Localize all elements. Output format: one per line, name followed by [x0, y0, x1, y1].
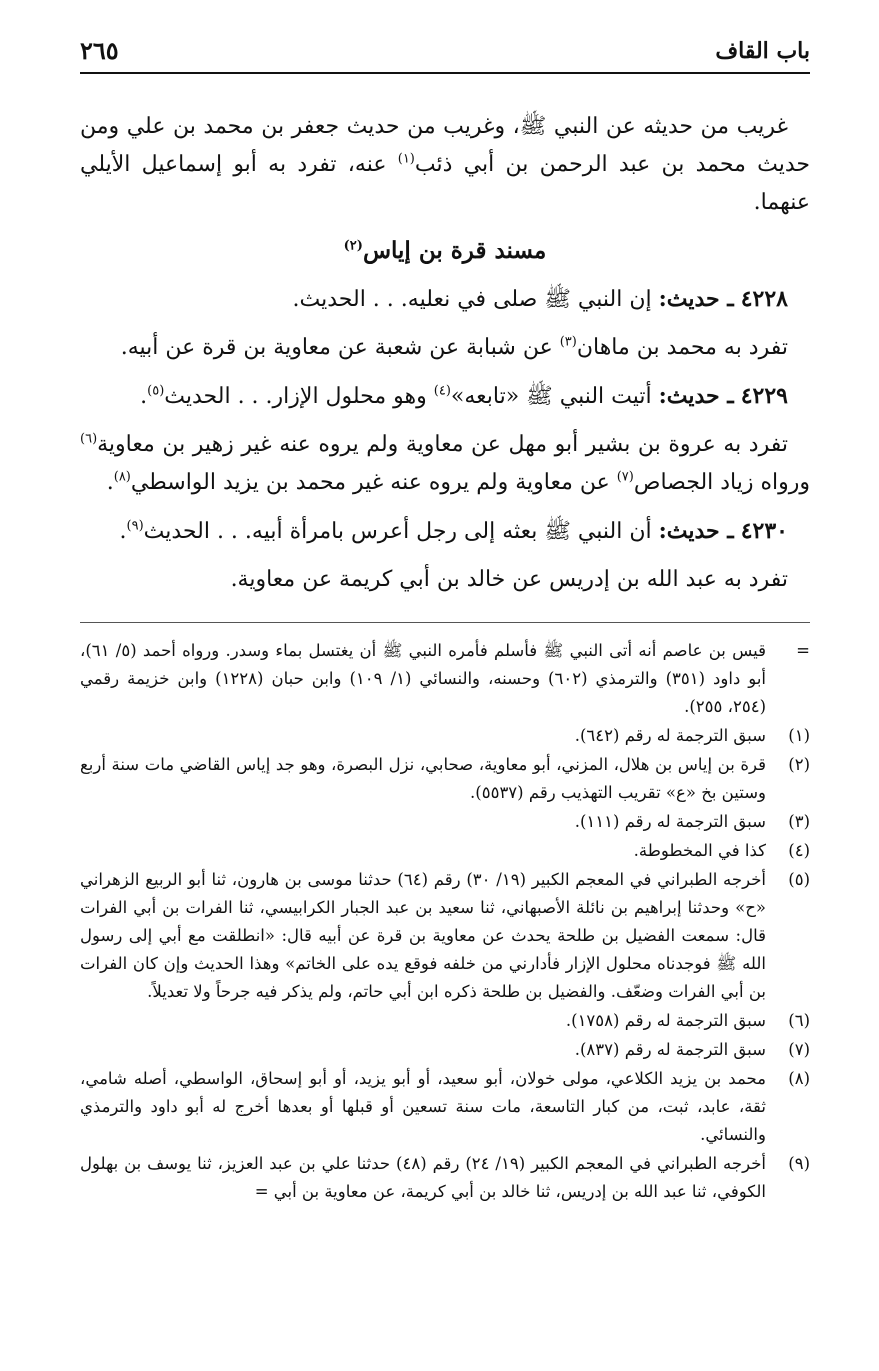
footnote: [80, 866, 810, 1006]
footnote-mark: (٧): [788, 1040, 810, 1059]
musnad-heading: [80, 232, 810, 270]
musnad-heading-text: مسند قرة بن إياس: [362, 237, 547, 264]
footnote: [80, 837, 810, 865]
footnote-mark: (٢): [788, 755, 810, 774]
footnote-text: قرة بن إياس بن هلال، المزني، أبو معاوية، صحابي، نزل البصرة، وهو جد إياس القاضي مات سنة أربع وستين بخ «ع» تقريب التهذيب رقم (٥٥٣٧).: [80, 755, 766, 802]
hadith-text: .: [140, 384, 148, 409]
footnote-text: كذا في المخطوطة.: [633, 841, 766, 860]
remark-text: عن شبابة عن شعبة عن معاوية بن قرة عن أبيه.: [120, 335, 560, 360]
hadith-4230: [80, 512, 810, 551]
hadith-4229-remark: [80, 426, 810, 502]
intro-text-end: عنه، تفرد به أبو إسماعيل الأيلي عنهما.: [80, 152, 810, 215]
footnote-ref-6[interactable]: (٦): [80, 431, 98, 447]
hadith-4228: [80, 280, 810, 319]
footnote-text: أخرجه الطبراني في المعجم الكبير (١٩/ ٣٠) رقم (٦٤) حدثنا موسى بن هارون، ثنا أبو الربيع الزهراني «ح» وحدثنا إبراهيم بن نائلة الأصبهاني، ثنا سعيد بن عبد الجبار الكرابيسي، ثنا الفرات بن أبي الفرات قال: سمعت الفضيل بن طلحة يحدث عن معاوية بن قرة عن أبيه قال: «انطلقت مع أبي إلى رسول الله ﷺ فوجدناه محلول الإزار فأدارني من خلفه فوقع يده على الخاتم» وهذا الحديث وإن كان الفرات بن أبي الفرات وضعّف. والفضيل بن طلحة ذكره ابن أبي حاتم، ولم يذكر فيه جرحاً ولا تعديلاً.: [80, 870, 766, 1001]
footnote-mark: (٦): [788, 1011, 810, 1030]
footnote-mark: (٩): [788, 1154, 810, 1173]
footnote: [80, 1007, 810, 1035]
footnote: [80, 751, 810, 807]
footnote-ref-7[interactable]: (٧): [616, 469, 634, 485]
footnote-text: سبق الترجمة له رقم (٦٤٢).: [574, 726, 766, 745]
book-page: [80, 30, 810, 1350]
footnote-ref-2[interactable]: (٢): [343, 238, 363, 254]
remark-text: تفرد به عبد الله بن إدريس عن خالد بن أبي كريمة عن معاوية.: [230, 567, 788, 592]
footnote-text: سبق الترجمة له رقم (١١١).: [574, 812, 766, 831]
hadith-4230-remark: [80, 561, 810, 599]
footnote: [80, 808, 810, 836]
page-number: ٢٦٥: [80, 36, 127, 65]
footnote-text: سبق الترجمة له رقم (١٧٥٨).: [565, 1011, 766, 1030]
footnote-ref-4[interactable]: (٤): [433, 383, 451, 399]
hadith-text: أتيت النبي ﷺ «تابعه»: [450, 384, 659, 409]
footnote-mark: (١): [788, 726, 810, 745]
footnote: [80, 1150, 810, 1206]
footnote-text: أخرجه الطبراني في المعجم الكبير (١٩/ ٢٤) رقم (٤٨) حدثنا علي بن عبد العزيز، ثنا يوسف بن بهلول الكوفي، ثنا عبد الله بن إدريس، ثنا خالد بن أبي كريمة، عن معاوية بن أبي =: [80, 1154, 766, 1201]
footnote-ref-3[interactable]: (٣): [559, 334, 577, 350]
remark-text: .: [106, 470, 114, 495]
intro-text: غريب من حديثه عن النبي ﷺ، وغريب من حديث جعفر بن محمد بن علي ومن حديث محمد بن عبد الرحمن بن أبي ذئب: [80, 114, 810, 177]
hadith-text: وهو محلول الإزار. . . الحديث: [164, 384, 434, 409]
footnote-mark: (٨): [788, 1069, 810, 1088]
footnote-text: سبق الترجمة له رقم (٨٣٧).: [574, 1040, 766, 1059]
hadith-number: ٤٢٣٠: [740, 518, 788, 544]
footnote-ref-5[interactable]: (٥): [147, 383, 165, 399]
footnote-ref-8[interactable]: (٨): [113, 469, 131, 485]
footnote-text: قيس بن عاصم أنه أتى النبي ﷺ فأسلم فأمره النبي ﷺ أن يغتسل بماء وسدر. ورواه أحمد (٥/ ٦١)، أبو داود (٣٥١) والترمذي (٦٠٢) وحسنه، والنسائي (١/ ١٠٩) وابن حبان (١٢٢٨) وابن خزيمة رقمي (٢٥٤، ٢٥٥).: [80, 641, 766, 716]
remark-text: ورواه زياد الجصاص: [633, 470, 810, 495]
hadith-label: ـ حديث:: [658, 383, 734, 409]
footnote-mark: (٣): [788, 812, 810, 831]
footnotes: [80, 622, 810, 1207]
hadith-text: إن النبي ﷺ صلى في نعليه. . . الحديث.: [292, 287, 659, 312]
running-header: [80, 30, 810, 74]
hadith-label: ـ حديث:: [658, 286, 734, 312]
hadith-4229: [80, 377, 810, 416]
hadith-label: ـ حديث:: [658, 518, 734, 544]
hadith-4228-remark: [80, 329, 810, 367]
intro-paragraph: [80, 108, 810, 222]
remark-text: تفرد به محمد بن ماهان: [576, 335, 788, 360]
footnote-mark: =: [796, 641, 810, 660]
hadith-text: .: [119, 519, 127, 544]
footnote: [80, 637, 810, 721]
footnote: [80, 722, 810, 750]
footnote: [80, 1065, 810, 1149]
hadith-number: ٤٢٢٩: [740, 383, 788, 409]
footnote-mark: (٥): [788, 870, 810, 889]
remark-text: تفرد به عروة بن بشير أبو مهل عن معاوية ولم يروه عنه غير زهير بن معاوية: [97, 432, 788, 457]
section-title: باب القاف: [707, 38, 810, 64]
footnote-ref-9[interactable]: (٩): [126, 518, 144, 534]
hadith-number: ٤٢٢٨: [740, 286, 788, 312]
footnote-text: محمد بن يزيد الكلاعي، مولى خولان، أبو سعيد، أو أبو يزيد، أو أبو إسحاق، الواسطي، أصله شامي، ثقة، عابد، ثبت، من كبار التاسعة، مات سنة تسعين أو قبلها أو بعدها أخرج له أبو داود والترمذي والنسائي.: [80, 1069, 766, 1144]
hadith-text: أن النبي ﷺ بعثه إلى رجل أعرس بامرأة أبيه. . . الحديث: [143, 519, 659, 544]
footnote-ref-1[interactable]: (١): [397, 151, 415, 167]
footnote-mark: (٤): [788, 841, 810, 860]
main-text: [80, 108, 810, 599]
footnote: [80, 1036, 810, 1064]
remark-text: عن معاوية ولم يروه عنه غير محمد بن يزيد الواسطي: [130, 470, 617, 495]
